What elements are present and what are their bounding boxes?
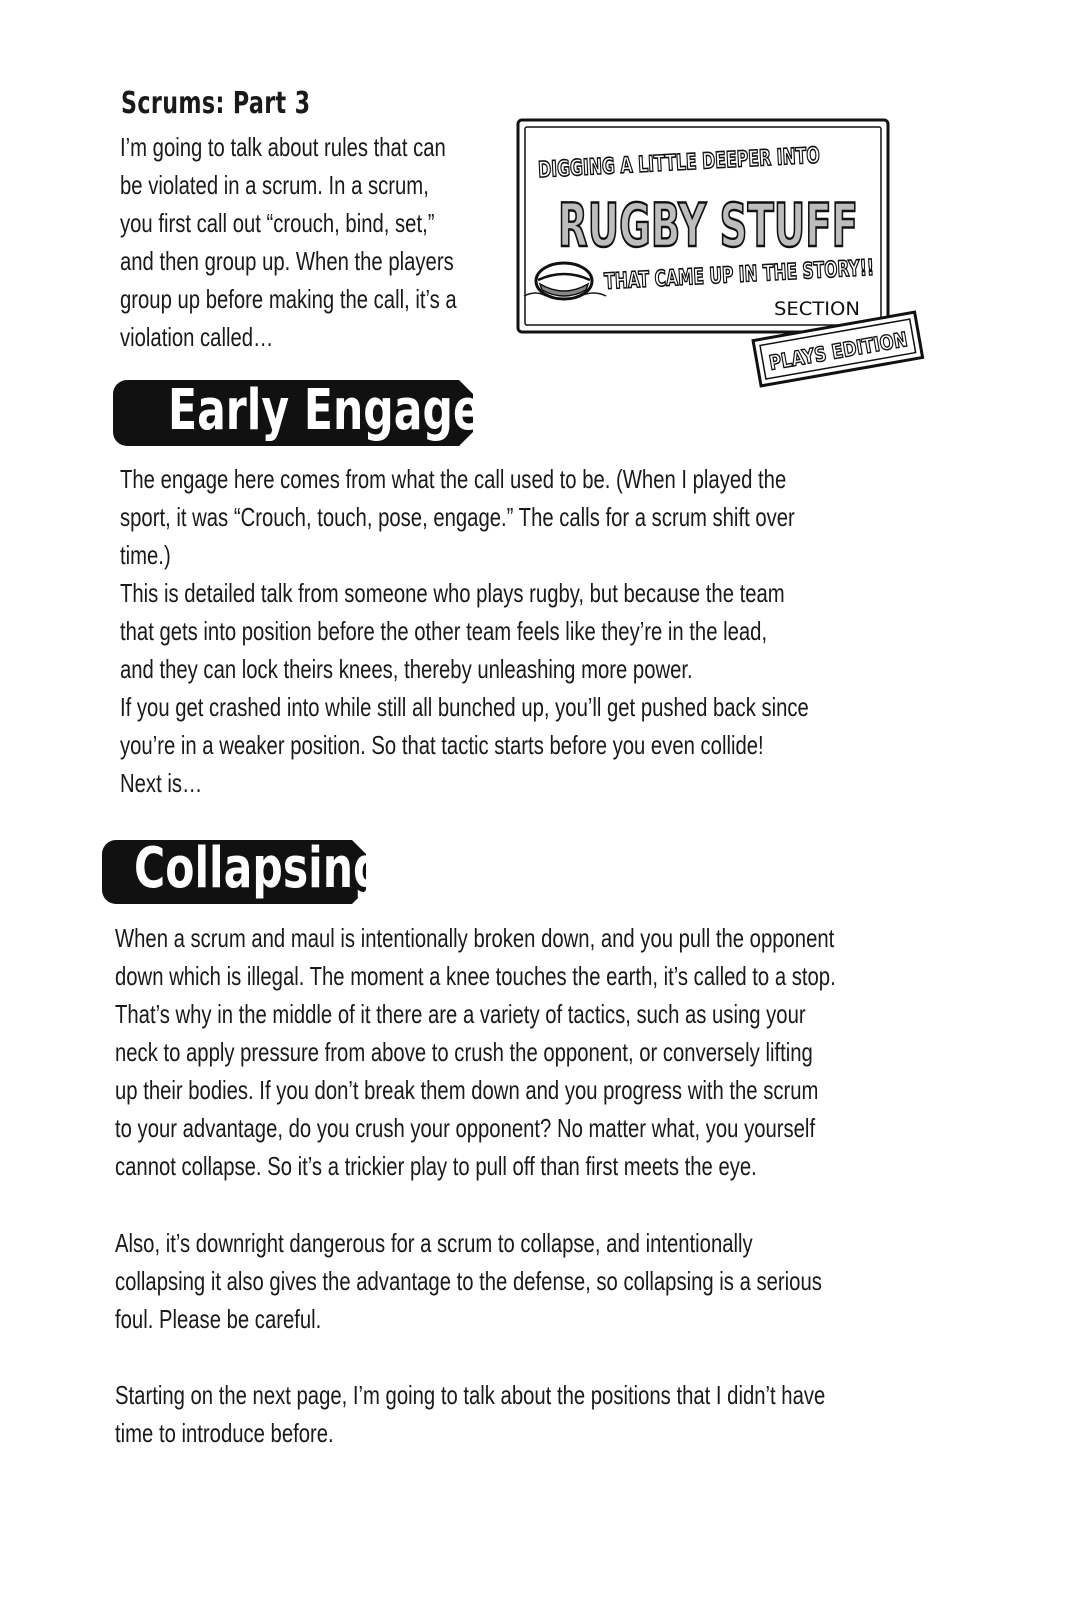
collapsing-body-2: Also, it’s downright dangerous for a scrum to collapse, and intentionally collapsing it also gives the advantage to the defense, so collapsing is a serious foul. Please be careful.: [115, 1228, 822, 1334]
logo-stamp: PLAYS EDITION: [767, 321, 939, 375]
early-engage-heading: Early Engage: [168, 378, 482, 443]
logo-line3: THAT CAME UP IN THE STORY!!: [603, 249, 987, 295]
logo-section: SECTION: [774, 298, 860, 320]
logo-line2: RUGBY STUFF: [558, 191, 858, 261]
logo-line1: DIGGING A LITTLE DEEPER INTO: [537, 137, 932, 184]
collapsing-body: When a scrum and maul is intentionally broken down, and you pull the opponent down which is illegal. The moment a knee touches the earth, it’s called to a stop. That’s why in the middle of it there are a variety of tactics, such as using your neck to apply pressure from above to crush the opponent, or conversely lifting up their bodies. If you don’t break them down and you progress with the scrum to your advantage, do you crush your opponent? No matter what, you yourself cannot collapse. So it’s a trickier play to pull off than first meets the eye.: [115, 923, 836, 1181]
page-title: Scrums: Part 3: [121, 86, 311, 121]
intro-paragraph: I’m going to talk about rules that can be violated in a scrum. In a scrum, you first call out “crouch, bind, set,” and then group up. When the players group up before making the call, it’s a violation called…: [120, 132, 457, 352]
closing-paragraph: Starting on the next page, I’m going to talk about the positions that I didn’t have time to introduce before.: [115, 1380, 826, 1448]
rugby-stuff-logo: [516, 118, 987, 403]
early-engage-body: The engage here comes from what the call used to be. (When I played the sport, it was “Crouch, touch, pose, engage.” The calls for a scrum shift over time.) This is detailed talk from someone who plays rugby, but because the team that gets into position before the other team feels like they’re in the lead, and they can lock theirs knees, thereby unleashing more power. If you get crashed into while still all bunched up, you’ll get pushed back since you’re in a weaker position. So that tactic starts before you even collide! Next is…: [120, 464, 809, 798]
collapsing-heading: Collapsing: [134, 836, 384, 901]
